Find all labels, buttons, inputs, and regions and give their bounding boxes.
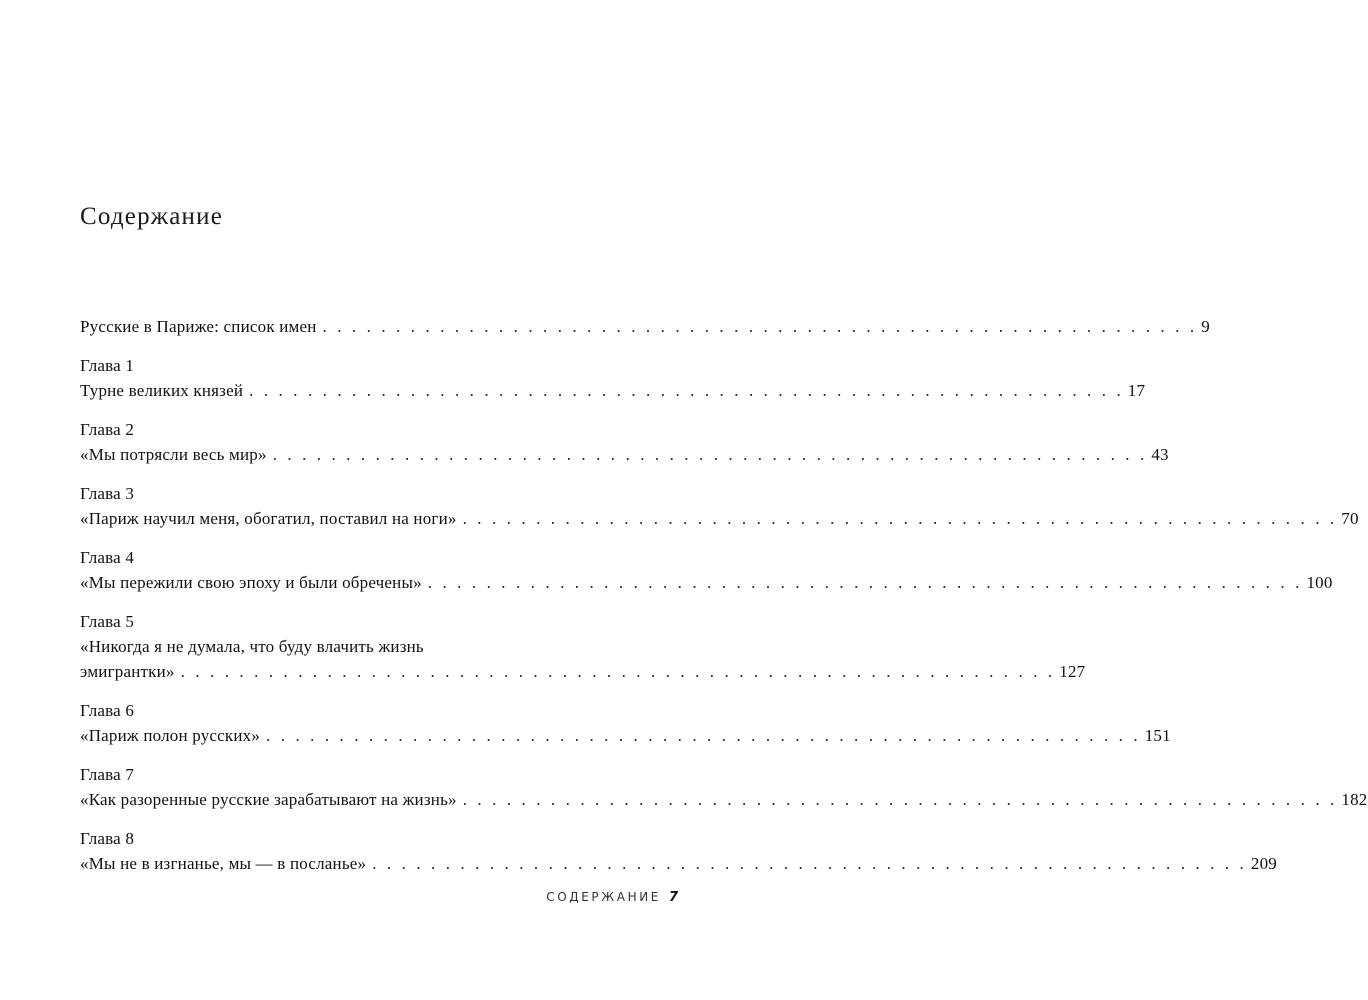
dot-leader: . . . . . . . . . . . . . . . . . . . . . . . . . . . . . . . . . . . . . . . . . . . . . . . . . . . . . . . . . . . .	[272, 445, 1148, 464]
toc-line	[80, 787, 1368, 812]
toc-page-number: 17	[1127, 381, 1146, 400]
toc-title: «Париж полон русских»	[80, 726, 261, 745]
chapter-label: Глава 2	[80, 420, 135, 439]
dot-leader: . . . . . . . . . . . . . . . . . . . . . . . . . . . . . . . . . . . . . . . . . . . . . . . . . . . . . . . . . . . .	[462, 790, 1338, 809]
toc-entry-5	[80, 609, 1086, 684]
dot-leader: . . . . . . . . . . . . . . . . . . . . . . . . . . . . . . . . . . . . . . . . . . . . . . . . . . . . . . . . . . . .	[322, 317, 1198, 336]
table-of-contents	[80, 314, 1368, 876]
toc-line	[80, 851, 1277, 876]
toc-line	[80, 314, 1210, 339]
toc-title: «Париж научил меня, обогатил, поставил на ноги»	[80, 509, 457, 528]
toc-entry-2	[80, 417, 1169, 467]
dot-leader: . . . . . . . . . . . . . . . . . . . . . . . . . . . . . . . . . . . . . . . . . . . . . . . . . . . . . . . . . . . .	[249, 381, 1124, 400]
toc-page-number: 151	[1144, 726, 1171, 745]
chapter-label: Глава 6	[80, 701, 135, 720]
chapter-label: Глава 5	[80, 612, 135, 631]
toc-line	[80, 442, 1169, 467]
dot-leader: . . . . . . . . . . . . . . . . . . . . . . . . . . . . . . . . . . . . . . . . . . . . . . . . . . . . . . . . . . . .	[180, 662, 1056, 681]
toc-entry-3	[80, 481, 1359, 531]
toc-title: «Мы потрясли весь мир»	[80, 445, 267, 464]
toc-page-number: 43	[1151, 445, 1169, 464]
toc-line	[80, 506, 1359, 531]
toc-entry-8	[80, 826, 1277, 876]
toc-entry-6	[80, 698, 1171, 748]
dot-leader: . . . . . . . . . . . . . . . . . . . . . . . . . . . . . . . . . . . . . . . . . . . . . . . . . . . . . . . . . . . .	[462, 509, 1338, 528]
dot-leader: . . . . . . . . . . . . . . . . . . . . . . . . . . . . . . . . . . . . . . . . . . . . . . . . . . . . . . . . . . . .	[266, 726, 1141, 745]
toc-entry-7	[80, 762, 1368, 812]
toc-title: Русские в Париже: список имен	[80, 317, 317, 336]
running-head: СОДЕРЖАНИЕ	[546, 890, 661, 904]
toc-entry-1	[80, 353, 1146, 403]
dot-leader: . . . . . . . . . . . . . . . . . . . . . . . . . . . . . . . . . . . . . . . . . . . . . . . . . . . . . . . . . . . .	[372, 854, 1247, 873]
toc-line	[80, 659, 1086, 684]
folio-page-number: 7	[668, 890, 678, 905]
toc-entry-4	[80, 545, 1333, 595]
toc-page-number: 127	[1059, 662, 1086, 681]
toc-page-number: 9	[1201, 317, 1210, 336]
toc-line	[80, 570, 1333, 595]
toc-title: эмигрантки»	[80, 662, 175, 681]
chapter-label: Глава 8	[80, 829, 135, 848]
chapter-label: Глава 7	[80, 765, 135, 784]
chapter-label: Глава 4	[80, 548, 135, 567]
toc-title-line1: «Никогда я не думала, что буду влачить жизнь	[80, 637, 424, 656]
toc-title: «Как разоренные русские зарабатывают на жизнь»	[80, 790, 457, 809]
chapter-label: Глава 3	[80, 484, 135, 503]
toc-page-number: 70	[1341, 509, 1359, 528]
toc-title: Турне великих князей	[80, 381, 244, 400]
toc-page-number: 182	[1341, 790, 1368, 809]
page-footer	[546, 890, 678, 905]
toc-title-first-line	[80, 634, 677, 659]
toc-page-number: 100	[1306, 573, 1333, 592]
toc-line	[80, 723, 1171, 748]
chapter-label: Глава 1	[80, 356, 135, 375]
dot-leader: . . . . . . . . . . . . . . . . . . . . . . . . . . . . . . . . . . . . . . . . . . . . . . . . . . . . . . . . . . . .	[427, 573, 1303, 592]
page-title: Содержание	[80, 203, 223, 230]
toc-entry-0	[80, 314, 1210, 339]
toc-line	[80, 378, 1146, 403]
toc-title: «Мы не в изгнанье, мы — в посланье»	[80, 854, 367, 873]
toc-page-number: 209	[1250, 854, 1277, 873]
toc-title: «Мы пережили свою эпоху и были обречены»	[80, 573, 422, 592]
